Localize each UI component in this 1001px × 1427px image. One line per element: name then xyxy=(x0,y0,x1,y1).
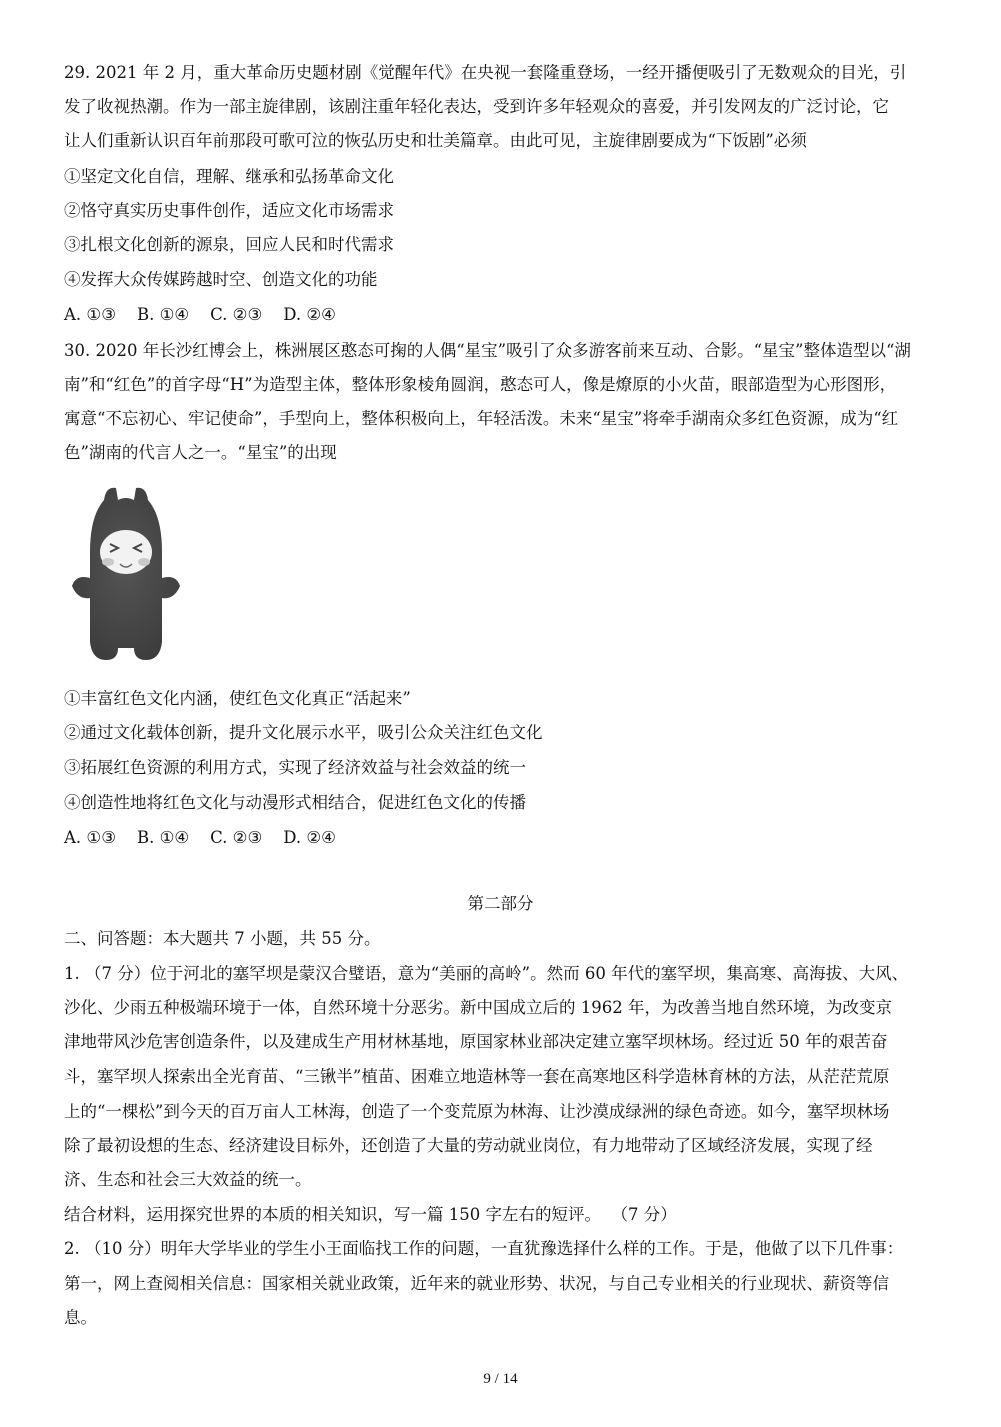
q29-stem-line-2: 发了收视热潮。作为一部主旋律剧，该剧注重年轻化表达，受到许多年轻观众的喜爱，并引发网友的广泛讨论，它 xyxy=(64,97,889,116)
q30-stem-line-4: 色”湖南的代言人之一。“星宝”的出现 xyxy=(64,443,337,462)
q29-option-4: ④发挥大众传媒跨越时空、创造文化的功能 xyxy=(64,270,378,289)
q29-option-1: ①坚定文化自信，理解、继承和弘扬革命文化 xyxy=(64,167,394,186)
q2-line-1: 2. （10 分）明年大学毕业的学生小王面临找工作的问题，一直犹豫选择什么样的工作。于是，他做了以下几件事： xyxy=(64,1239,904,1258)
q30-stem-line-3: 寓意“不忘初心、牢记使命”，手型向上，整体积极向上，年轻活泼。未来“星宝”将牵手湖南众多红色资源，成为“红 xyxy=(64,409,899,428)
q30-option-3: ③拓展红色资源的利用方式，实现了经济效益与社会效益的统一 xyxy=(64,758,526,777)
q1-line-4: 斗，塞罕坝人探索出全光育苗、“三锹半”植苗、困难立地造林等一套在高寒地区科学造林育林的方法，从茫茫荒原 xyxy=(64,1067,890,1086)
q1-line-6: 除了最初设想的生态、经济建设目标外，还创造了大量的劳动就业岗位，有力地带动了区域经济发展，实现了经 xyxy=(64,1136,873,1155)
q29-choices: A. ①③ B. ①④ C. ②③ D. ②④ xyxy=(64,305,336,324)
q29-option-3: ③扎根文化创新的源泉，回应人民和时代需求 xyxy=(64,235,394,254)
q30-choices: A. ①③ B. ①④ C. ②③ D. ②④ xyxy=(64,828,336,847)
q29-stem-line-1: 29. 2021 年 2 月，重大革命历史题材剧《觉醒年代》在央视一套隆重登场，一经开播便吸引了无数观众的目光，引 xyxy=(64,63,907,82)
q29-stem-line-3: 让人们重新认识百年前那段可歌可泣的恢弘历史和壮美篇章。由此可见，主旋律剧要成为“下饭剧”必须 xyxy=(64,131,807,150)
q1-line-3: 津地带风沙危害创造条件，以及建成生产用材林基地，原国家林业部决定建立塞罕坝林场。经过近 50 年的艰苦奋 xyxy=(64,1032,888,1051)
q30-option-4: ④创造性地将红色文化与动漫形式相结合，促进红色文化的传播 xyxy=(64,793,526,812)
q30-option-2: ②通过文化载体创新，提升文化展示水平，吸引公众关注红色文化 xyxy=(64,723,543,742)
q30-stem-line-1: 30. 2020 年长沙红博会上，株洲展区憨态可掬的人偶“星宝”吸引了众多游客前来互动、合影。“星宝”整体造型以“湖 xyxy=(64,341,911,360)
page-number: 9 / 14 xyxy=(483,1371,518,1387)
q1-line-2: 沙化、少雨五种极端环境于一体，自然环境十分恶劣。新中国成立后的 1962 年，为改善当地自然环境，为改变京 xyxy=(64,998,892,1017)
q1-line-1: 1. （7 分）位于河北的塞罕坝是蒙汉合璧语，意为“美丽的高岭”。然而 60 年代的塞罕坝，集高寒、高海拔、大风、 xyxy=(64,964,909,983)
q1-line-7: 济、生态和社会三大效益的统一。 xyxy=(64,1170,312,1189)
q1-task: 结合材料，运用探究世界的本质的相关知识，写一篇 150 字左右的短评。 （7 分） xyxy=(64,1205,677,1224)
xingbao-mascot-image xyxy=(70,482,182,668)
part2-heading: 第二部分 xyxy=(467,894,534,913)
q30-option-1: ①丰富红色文化内涵，使红色文化真正“活起来” xyxy=(64,689,411,708)
q1-line-5: 上的“一棵松”到今天的百万亩人工林海，创造了一个变荒原为林海、让沙漠成绿洲的绿色奇迹。如今，塞罕坝林场 xyxy=(64,1102,890,1121)
q29-option-2: ②恪守真实历史事件创作，适应文化市场需求 xyxy=(64,201,394,220)
q2-line-2: 第一，网上查阅相关信息：国家相关就业政策，近年来的就业形势、状况，与自己专业相关的行业现状、薪资等信 xyxy=(64,1274,889,1293)
q2-line-3: 息。 xyxy=(64,1308,97,1327)
q30-stem-line-2: 南”和“红色”的首字母“H”为造型主体，整体形象棱角圆润，憨态可人，像是燎原的小火苗，眼部造型为心形图形， xyxy=(64,375,897,394)
part2-instruction: 二、问答题：本大题共 7 小题，共 55 分。 xyxy=(64,929,381,948)
